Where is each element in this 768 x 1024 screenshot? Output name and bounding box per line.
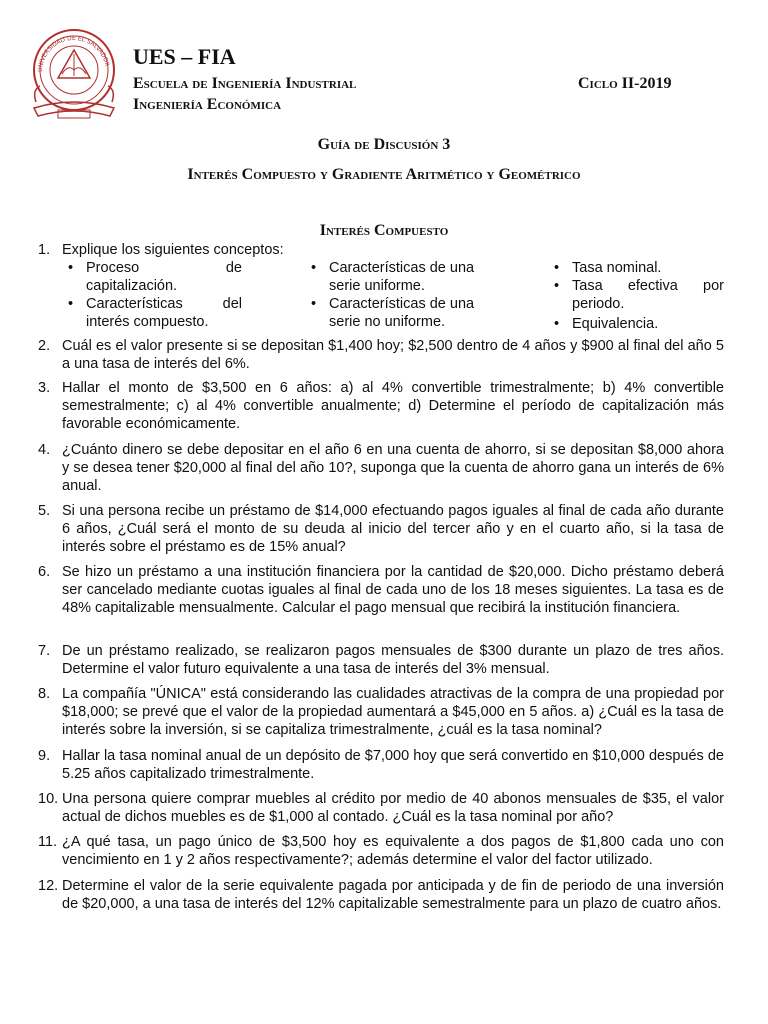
question-number: 12. bbox=[38, 878, 59, 894]
question-4 bbox=[38, 441, 724, 495]
question-1 bbox=[38, 241, 724, 259]
concept-column-1 bbox=[62, 259, 242, 331]
concept-column-2 bbox=[305, 259, 489, 331]
question-number: 10. bbox=[38, 791, 59, 807]
section-title: Interés Compuesto bbox=[319, 222, 449, 239]
question-10 bbox=[38, 790, 724, 826]
concept-item: • Características de una serie no uniforme. bbox=[305, 295, 489, 331]
question-number: 4. bbox=[38, 442, 51, 458]
concept-item: • Equivalencia. bbox=[548, 315, 724, 333]
concept-item: • Proceso de capitalización. bbox=[62, 259, 242, 295]
question-6 bbox=[38, 563, 724, 617]
question-text: Explique los siguientes conceptos: bbox=[62, 242, 284, 258]
question-text: Hallar la tasa nominal anual de un depósito de $7,000 hoy que será convertido en $10,000 después de 5.25 años capitalizado trimestralmente. bbox=[62, 748, 724, 782]
question-2 bbox=[38, 337, 724, 373]
question-text: De un préstamo realizado, se realizaron pagos mensuales de $300 durante un plazo de tres años. Determine el valor futuro equivalente a una tasa de interés del 3% mensual. bbox=[62, 643, 724, 677]
concept-item: • Características del interés compuesto. bbox=[62, 295, 242, 331]
question-text: Si una persona recibe un préstamo de $14,000 efectuando pagos iguales al final de cada año durante 6 años, ¿Cuál será el monto de su deuda al inicio del tercer año y en el cuarto año, si la tasa de interés sobre el préstamo es de 15% anual? bbox=[62, 503, 724, 555]
question-8 bbox=[38, 685, 724, 739]
concept-item: • Características de una serie uniforme. bbox=[305, 259, 489, 295]
guide-title: Guía de Discusión 3 bbox=[317, 136, 451, 153]
question-text: Cuál es el valor presente si se depositan $1,400 hoy; $2,500 dentro de 4 años y $900 al final del año 5 a una tasa de interés del 6%. bbox=[62, 338, 724, 372]
question-text: Hallar el monto de $3,500 en 6 años: a) al 4% convertible trimestralmente; b) 4% convertible semestralmente; c) al 4% convertible anualmente; d) Determine el período de capitalización más favorable económicamente. bbox=[62, 380, 724, 432]
question-number: 7. bbox=[38, 643, 51, 659]
concept-column-3 bbox=[548, 259, 724, 333]
question-number: 5. bbox=[38, 503, 51, 519]
question-number: 9. bbox=[38, 748, 51, 764]
question-text: Se hizo un préstamo a una institución financiera por la cantidad de $20,000. Dicho préstamo deberá ser cancelado mediante cuotas iguales al final de cada uno de los 18 meses siguientes. La tasa es de 48% capitalizable mensualmente. Calcular el pago mensual que recibirá la institución financiera. bbox=[62, 564, 724, 616]
question-number: 3. bbox=[38, 380, 51, 396]
question-text: La compañía "ÚNICA" está considerando las cualidades atractivas de la compra de una propiedad por $18,000; se prevé que el valor de la propiedad aumentará a $45,000 en 5 años. a) ¿Cuál es la tasa de interés sobre la inversión, si se capitaliza trimestralmente, ¿cuál es la tasa nominal? bbox=[62, 686, 724, 738]
question-text: Determine el valor de la serie equivalente pagada por anticipada y de fin de periodo de una inversión de $20,000, a una tasa de interés del 12% capitalizable semestralmente para un plazo de cuatro años. bbox=[62, 878, 724, 912]
question-number: 6. bbox=[38, 564, 51, 580]
question-12 bbox=[38, 877, 724, 913]
question-number: 11. bbox=[38, 834, 58, 850]
guide-subtitle: Interés Compuesto y Gradiente Aritmético y Geométrico bbox=[187, 166, 581, 183]
concept-item: • Tasa nominal. bbox=[548, 259, 724, 277]
question-3 bbox=[38, 379, 724, 433]
question-11 bbox=[38, 833, 724, 869]
question-number: 2. bbox=[38, 338, 51, 354]
academic-cycle: Ciclo II-2019 bbox=[578, 75, 672, 92]
question-9 bbox=[38, 747, 724, 783]
question-number: 1. bbox=[38, 242, 51, 258]
question-7 bbox=[38, 642, 724, 678]
question-5 bbox=[38, 502, 724, 556]
school-name: Escuela de Ingeniería Industrial bbox=[133, 75, 357, 92]
institution-title: UES – FIA bbox=[133, 44, 236, 69]
question-text: ¿Cuánto dinero se debe depositar en el año 6 en una cuenta de ahorro, si se depositan $8,000 ahora y se desea tener $20,000 al final del año 10?, suponga que la cuenta de ahorro gana un interés de 6% anual. bbox=[62, 442, 724, 494]
question-text: Una persona quiere comprar muebles al crédito por medio de 40 abonos mensuales de $35, el valor actual de dichos muebles es de $1,000 al contado. ¿Cuál es la tasa nominal por año? bbox=[62, 791, 724, 825]
question-number: 8. bbox=[38, 686, 51, 702]
course-name: Ingeniería Económica bbox=[133, 96, 282, 113]
concept-item: • Tasa efectiva por periodo. bbox=[548, 277, 724, 313]
svg-text:UNIVERSIDAD DE EL SALVADOR: UNIVERSIDAD DE EL SALVADOR bbox=[36, 34, 111, 73]
question-text: ¿A qué tasa, un pago único de $3,500 hoy es equivalente a dos pagos de $1,800 cada uno con vencimiento en 1 y 2 años respectivamente?; además determine el valor del factor utilizado. bbox=[62, 834, 724, 868]
university-seal-logo bbox=[28, 24, 120, 124]
